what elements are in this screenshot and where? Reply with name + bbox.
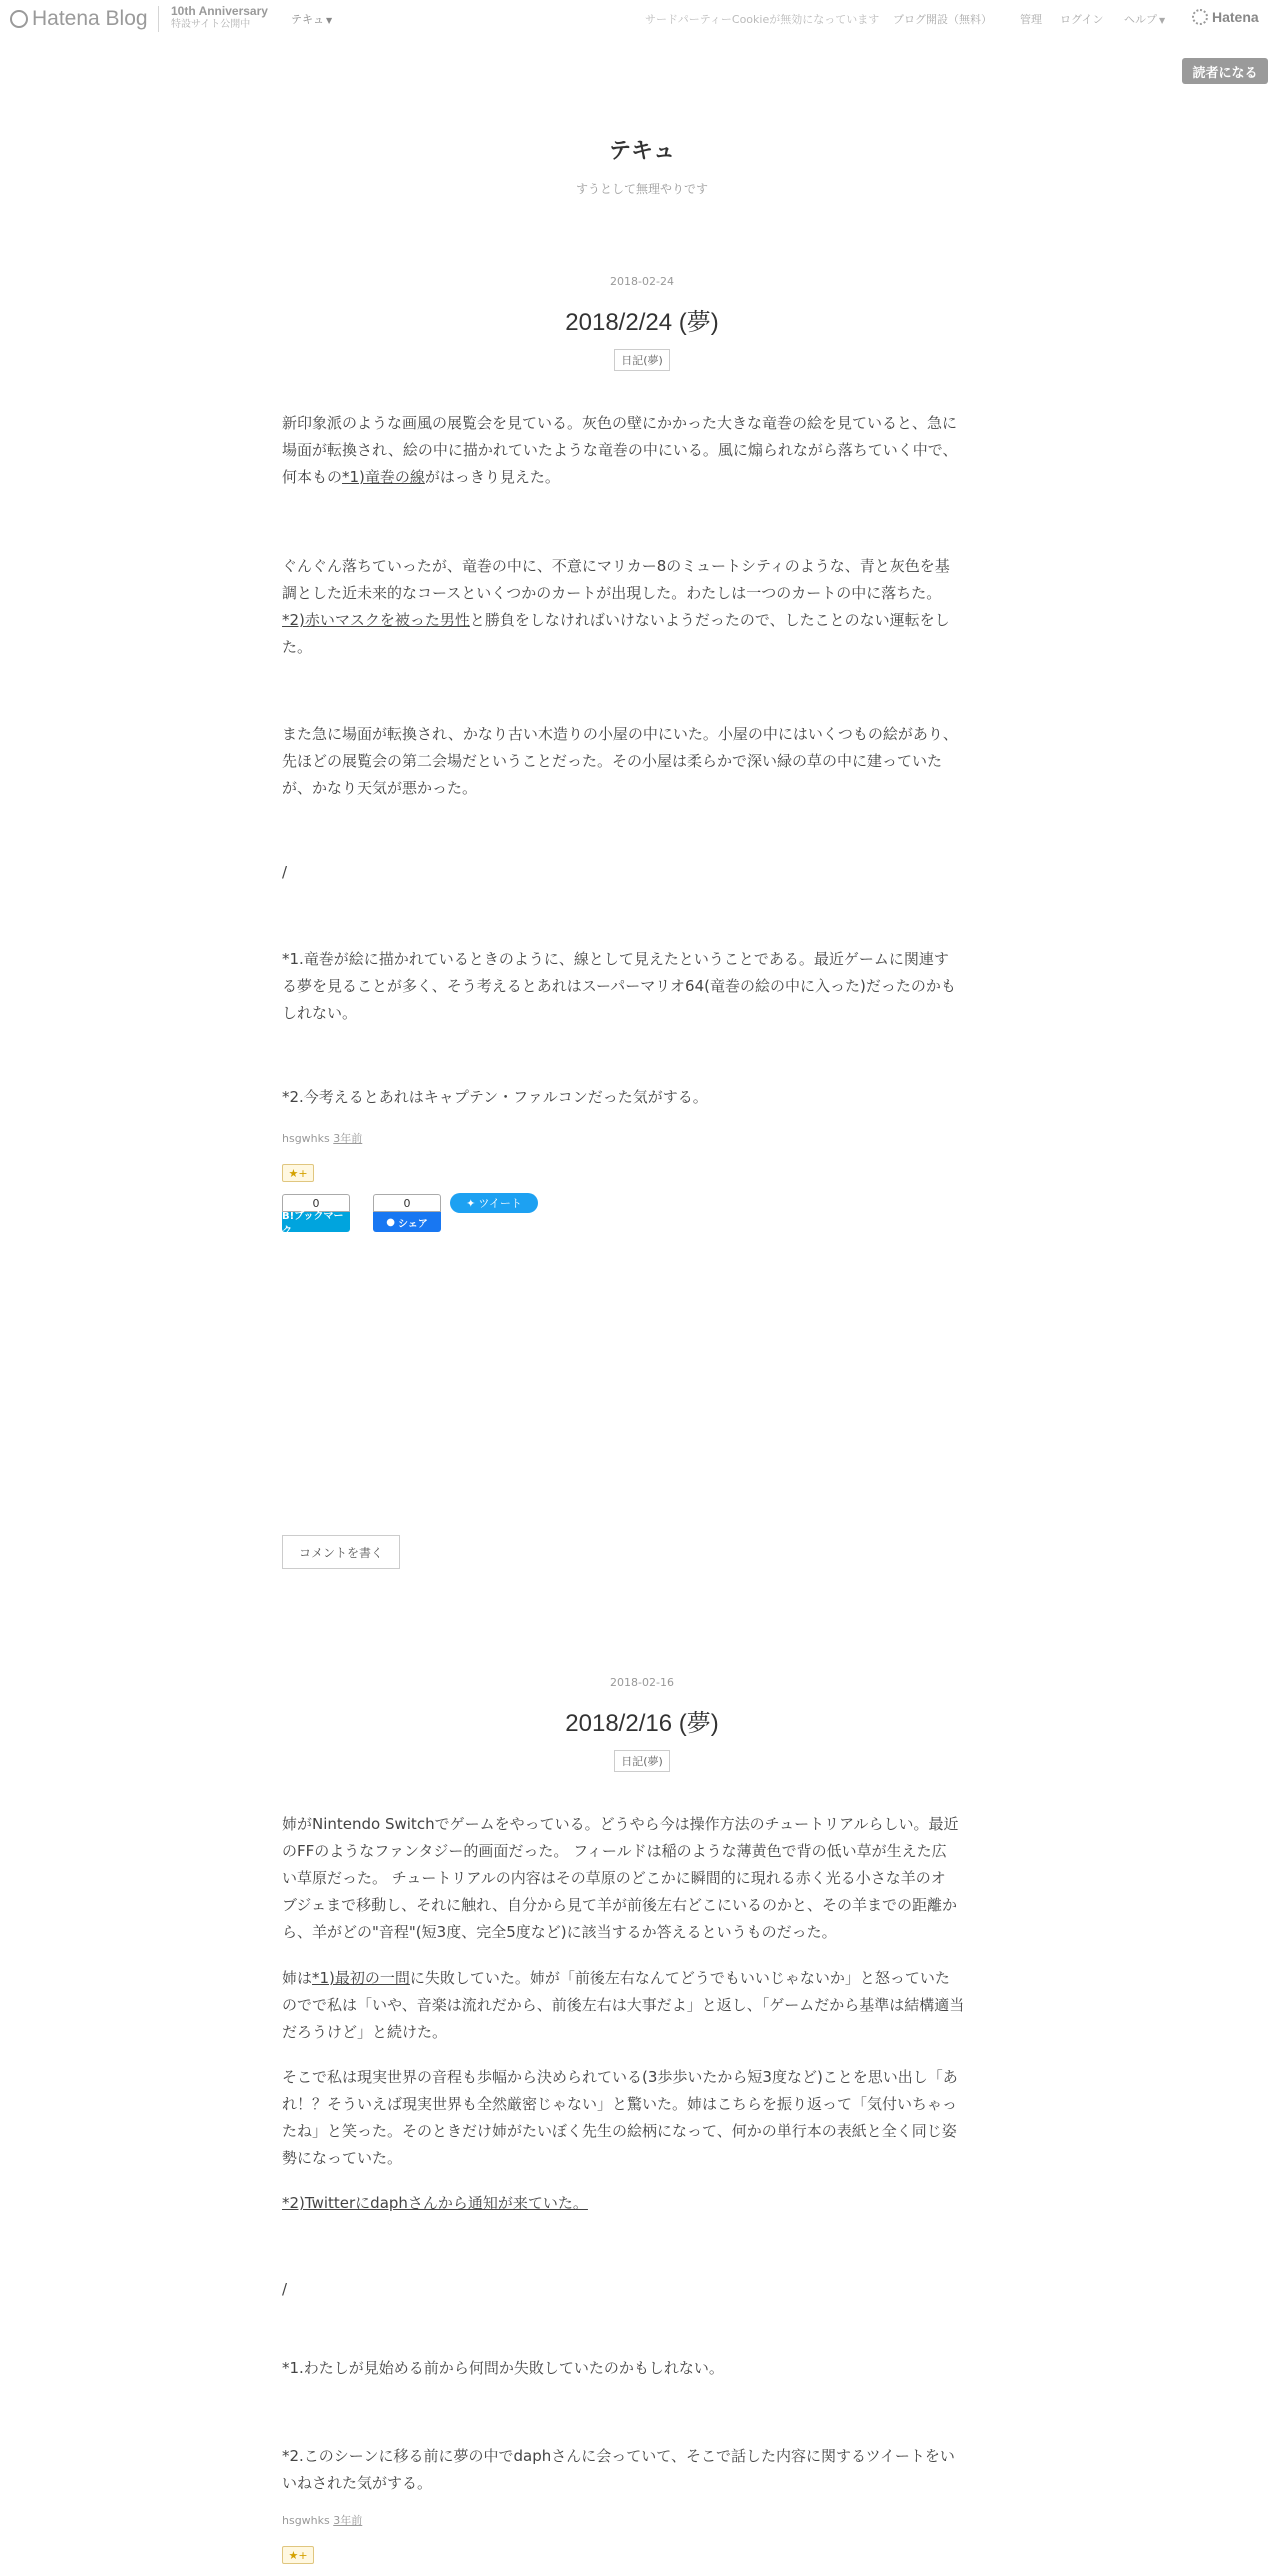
paragraph-line: 新印象派のような画風の展覧会を見ている。灰色の壁にかかった大きな竜巻の絵を見ていると、急に <box>282 414 958 432</box>
entry-paragraph <box>282 2064 1002 2172</box>
footnote-text <box>282 946 1002 1027</box>
paragraph-line: また急に場面が転換され、かなり古い木造りの小屋の中にいた。小屋の中にはいくつもの絵があり、 <box>282 725 958 743</box>
separator-text <box>282 2276 1002 2303</box>
paragraph-line: / <box>282 2280 288 2298</box>
login-link[interactable]: ログイン <box>1060 13 1104 26</box>
share-label <box>373 1212 441 1232</box>
paragraph-line: *2.今考えるとあれはキャプテン・ファルコンだった気がする。 <box>282 1088 708 1106</box>
write-comment-button[interactable]: コメントを書く <box>282 1535 400 1569</box>
entry-title[interactable]: 2018/2/24 (夢) <box>565 309 719 336</box>
paragraph-line: ぐんぐん落ちていったが、竜巻の中に、不意にマリカー8のミュートシティのような、青と灰色を基 <box>282 557 950 575</box>
hatena-logo[interactable] <box>1192 9 1259 25</box>
entry-title[interactable]: 2018/2/16 (夢) <box>565 1710 719 1737</box>
paragraph-line: る夢を見ることが多く、そう考えるとあれはスーパーマリオ64(竜巻の絵の中に入った)だったのかも <box>282 977 956 995</box>
help-menu[interactable] <box>1124 11 1165 27</box>
paragraph-text: がはっきり見えた。 <box>424 468 560 486</box>
paragraph-line: いねされた気がする。 <box>282 2474 433 2492</box>
logo-divider <box>158 6 159 32</box>
paragraph-line: *1.竜巻が絵に描かれているときのように、線として見えたということである。最近ゲームに関連す <box>282 950 949 968</box>
add-star-button[interactable]: ★+ <box>282 2546 314 2564</box>
paragraph-line: のFFのようなファンタジー的画面だった。 フィールドは稲のような薄黄色で背の低い草が生えた広 <box>282 1842 947 1860</box>
paragraph-text: 何本もの <box>282 468 343 486</box>
entry-time-ago[interactable]: 3年前 <box>333 1132 363 1145</box>
entry-date[interactable]: 2018-02-16 <box>610 1676 674 1689</box>
tweet-button[interactable] <box>450 1193 538 1213</box>
paragraph-line: たね」と笑った。そのときだけ姉がたいぼく先生の絵柄になって、何かの単行本の表紙と全く同じ姿 <box>282 2122 957 2140</box>
hatena-blog-logo-text: Hatena Blog <box>32 7 148 30</box>
entry-date[interactable]: 2018-02-24 <box>610 275 674 288</box>
hatena-dots-icon <box>1192 9 1208 25</box>
bookmark-label: B!ブックマーク <box>282 1212 350 1232</box>
paragraph-line: 姉がNintendo Switchでゲームをやっている。どうやら今は操作方法のチュートリアルらしい。最近 <box>282 1815 959 1833</box>
paragraph-line: のでで私は「いや、音楽は流れだから、前後左右は大事だよ」と返し、「ゲームだから基準は結構適当 <box>282 1996 965 2014</box>
footnote-link[interactable]: *1)竜巻の線 <box>342 468 425 486</box>
paragraph-line: そこで私は現実世界の音程も歩幅から決められている(3歩歩いたから短3度など)ことを思い出し「あ <box>282 2068 958 2086</box>
entry-time-ago[interactable]: 3年前 <box>333 2514 363 2527</box>
paragraph-line <box>282 1965 1002 1992</box>
paragraph-line: が、かなり天気が悪かった。 <box>282 779 478 797</box>
paragraph-text: 姉は <box>282 1969 313 1987</box>
paragraph-text: に失敗していた。姉が「前後左右なんてどうでもいいじゃないか」と怒っていた <box>409 1969 950 1987</box>
paragraph-line: だろうけど」と続けた。 <box>282 2023 448 2041</box>
paragraph-line: い草原だった。 チュートリアルの内容はその草原のどこかに瞬間的に現れる赤く光る小さな羊のオ <box>282 1869 946 1887</box>
facebook-icon: ● <box>386 1216 395 1228</box>
share-count: 0 <box>373 1194 441 1212</box>
paragraph-text: と勝負をしなければいけないようだったので、したことのない運転をし <box>469 611 950 629</box>
add-star-button[interactable]: ★+ <box>282 1164 314 1182</box>
entry-paragraph <box>282 2190 1002 2217</box>
entry-meta <box>282 2512 362 2528</box>
chevron-down-icon: ▼ <box>1159 16 1166 25</box>
paragraph-line: ブジェまで移動し、それに触れ、自分から見て羊が前後左右どこにいるのかと、その羊までの距離か <box>282 1896 958 1914</box>
bookmark-count: 0 <box>282 1194 350 1212</box>
paragraph-line: *1.わたしが見始める前から何問か失敗していたのかもしれない。 <box>282 2359 724 2377</box>
subscribe-button[interactable]: 読者になる <box>1182 58 1268 84</box>
paragraph-line: 先ほどの展覧会の第二会場だということだった。その小屋は柔らかで深い緑の草の中に建っていた <box>282 752 943 770</box>
entry-paragraph <box>282 721 1002 802</box>
separator-text <box>282 859 1002 886</box>
blog-description: すうとして無理やりです <box>575 182 708 196</box>
footnote-text <box>282 2443 1002 2497</box>
paragraph-line: / <box>282 863 288 881</box>
paragraph-line <box>282 2190 1002 2217</box>
paragraph-line: 勢になっていた。 <box>282 2149 403 2167</box>
hatena-blog-logo[interactable] <box>10 6 169 32</box>
paragraph-line: しれない。 <box>282 1004 358 1022</box>
hatena-blog-logo-icon <box>10 10 28 28</box>
entry-paragraph <box>282 1965 1002 2046</box>
entry-paragraph <box>282 553 1002 661</box>
entry-category[interactable]: 日記(夢) <box>614 1750 670 1772</box>
twitter-bird-icon: ✦ <box>466 1196 476 1210</box>
footnote-link[interactable]: *1)最初の一問 <box>312 1969 410 1987</box>
anniversary-link[interactable] <box>171 4 268 32</box>
footnote-link[interactable]: *2)赤いマスクを被った男性 <box>282 611 470 629</box>
third-party-cookie-notice[interactable]: サードパーティーCookieが無効になっています <box>645 13 880 26</box>
footnote-text <box>282 1084 1002 1111</box>
anniversary-subtitle: 特設サイト公開中 <box>171 19 251 30</box>
footnote-text <box>282 2355 1002 2382</box>
chevron-down-icon: ▼ <box>326 16 333 25</box>
blog-title[interactable]: テキュ <box>608 139 675 164</box>
blog-name-menu[interactable] <box>291 11 332 27</box>
hatena-logo-text: Hatena <box>1212 9 1259 25</box>
facebook-share-button[interactable] <box>373 1194 441 1232</box>
paragraph-line <box>282 464 1002 491</box>
paragraph-line: 場面が転換され、絵の中に描かれていたような竜巻の中にいる。風に煽られながら落ちていく中で、 <box>282 441 958 459</box>
help-menu-label: ヘルプ <box>1124 13 1157 26</box>
share-label-text: シェア <box>397 1218 428 1230</box>
hatena-bookmark-button[interactable] <box>282 1194 350 1237</box>
entry-author[interactable]: hsgwhks <box>282 1132 330 1145</box>
paragraph-line: 調とした近未来的なコースといくつかのカートが出現した。わたしは一つのカートの中に落ちた。 <box>282 584 942 602</box>
entry-paragraph <box>282 1811 1002 1946</box>
blog-name-menu-label: テキュ <box>291 13 324 26</box>
anniversary-title: 10th Anniversary <box>171 4 268 18</box>
paragraph-line <box>282 607 1002 634</box>
open-blog-link[interactable]: ブログ開設（無料） <box>893 13 992 26</box>
paragraph-line: た。 <box>282 638 313 656</box>
paragraph-line: ら、羊がどの"音程"(短3度、完全5度など)に該当するか答えるというものだった。 <box>282 1923 837 1941</box>
paragraph-line: *2.このシーンに移る前に夢の中でdaphさんに会っていて、そこで話した内容に関するツイートをい <box>282 2447 955 2465</box>
footnote-link[interactable]: *2)Twitterにdaphさんから通知が来ていた。 <box>282 2194 588 2212</box>
entry-category[interactable]: 日記(夢) <box>614 349 670 371</box>
global-header <box>0 0 1284 36</box>
entry-paragraph <box>282 410 1002 491</box>
tweet-label: ツイート <box>478 1197 522 1210</box>
entry-author[interactable]: hsgwhks <box>282 2514 330 2527</box>
admin-link[interactable]: 管理 <box>1020 13 1042 26</box>
paragraph-line: れ！？そういえば現実世界も全然厳密じゃない」と驚いた。姉はこちらを振り返って「気付いちゃっ <box>282 2095 958 2113</box>
entry-meta <box>282 1130 362 1146</box>
